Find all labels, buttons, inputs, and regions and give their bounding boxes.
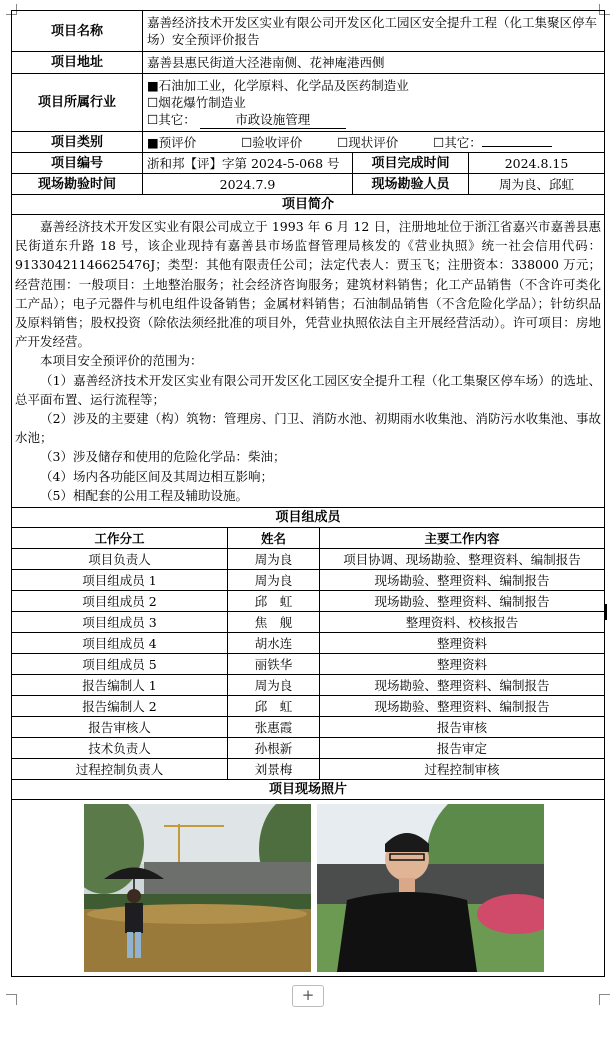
members-header-name: 姓名 <box>228 528 320 549</box>
intro-scope-item: （1）嘉善经济技术开发区实业有限公司开发区化工园区安全提升工程（化工集聚区停车场）的选址、总平面布置、运行流程等； <box>15 372 602 407</box>
project-info-table <box>11 10 605 977</box>
member-role: 项目组成员 1 <box>12 570 228 591</box>
industry-option-other <box>147 111 600 129</box>
member-row <box>12 696 605 717</box>
photos-section-title: 项目现场照片 <box>12 780 605 800</box>
category-option-status: ☐现状评价 <box>337 134 399 150</box>
survey-time-label: 现场勘验时间 <box>12 174 143 195</box>
project-number-value: 浙和邦【评】字第 2024-5-068 号 <box>143 153 353 174</box>
member-role: 项目负责人 <box>12 549 228 570</box>
intro-scope-item: （3）涉及储存和使用的危险化学品：柴油； <box>40 449 286 465</box>
category-option-other: ☐其它： <box>433 134 482 150</box>
site-photo-1 <box>84 804 311 972</box>
member-row <box>12 612 605 633</box>
member-role: 项目组成员 2 <box>12 591 228 612</box>
members-section-title: 项目组成员 <box>12 508 605 528</box>
industry-option-petrochemical: ■石油加工业，化学原料、化学品及医药制造业 <box>147 77 409 93</box>
surveyors-label: 现场勘验人员 <box>353 174 469 195</box>
member-row <box>12 654 605 675</box>
member-role: 报告审核人 <box>12 717 228 738</box>
project-address-label: 项目地址 <box>12 52 143 74</box>
page-corner-mark <box>599 994 610 1005</box>
intro-section-title: 项目简介 <box>12 195 605 215</box>
member-row <box>12 717 605 738</box>
member-work: 现场勘验、整理资料、编制报告 <box>320 591 605 612</box>
member-role: 报告编制人 2 <box>12 696 228 717</box>
member-name: 孙根新 <box>228 738 320 759</box>
industry-option-other-value: 市政设施管理 <box>200 111 346 129</box>
intro-body <box>12 215 605 508</box>
project-address-value: 嘉善县惠民街道大泾港南侧、花神庵港西侧 <box>143 52 605 74</box>
industry-option-fireworks: ☐烟花爆竹制造业 <box>147 94 246 110</box>
member-name: 周为良 <box>228 570 320 591</box>
page-corner-mark <box>6 994 17 1005</box>
member-role: 项目组成员 4 <box>12 633 228 654</box>
project-name-value: 嘉善经济技术开发区实业有限公司开发区化工园区安全提升工程（化工集聚区停车场）安全预评价报告 <box>143 11 605 52</box>
member-work: 过程控制审核 <box>320 759 605 780</box>
member-row <box>12 675 605 696</box>
margin-marker <box>604 604 607 620</box>
project-complete-label: 项目完成时间 <box>353 153 469 174</box>
member-name: 邱 虹 <box>228 696 320 717</box>
member-name: 周为良 <box>228 549 320 570</box>
intro-paragraph: 嘉善经济技术开发区实业有限公司成立于 1993 年 6 月 12 日，注册地址位于浙江省嘉兴市嘉善县惠民街道东升路 18 号，该企业现持有嘉善县市场监督管理局核发的《营业执照》统一社会信用代码：91330421146625476J；类型：其他有限责任公司；法定代表人：贾玉飞；注册资本：338000 万元；经营范围：一般项目：土地整治服务；社会经济咨询服务；建筑材料销售；化工产品销售（不含许可类化工产品）；电子元器件与机电组件设备销售；金属材料销售；石油制品销售（不含危险化学品）；针纺织品及原料销售；股权投资（除依法须经批准的项目外，凭营业执照依法自主开展经营活动）。许可项目：房地产开发经营。 <box>15 219 602 350</box>
project-category-options <box>143 132 605 153</box>
site-photo-2 <box>317 804 544 972</box>
project-category-label: 项目类别 <box>12 132 143 153</box>
member-name: 张惠霞 <box>228 717 320 738</box>
member-work: 现场勘验、整理资料、编制报告 <box>320 675 605 696</box>
member-role: 项目组成员 3 <box>12 612 228 633</box>
intro-scope-heading: 本项目安全预评价的范围为： <box>40 353 203 369</box>
project-name-label: 项目名称 <box>12 11 143 52</box>
category-option-acceptance: ☐验收评价 <box>241 134 303 150</box>
survey-time-value: 2024.7.9 <box>143 174 353 195</box>
member-role: 项目组成员 5 <box>12 654 228 675</box>
member-role: 过程控制负责人 <box>12 759 228 780</box>
add-page-button[interactable]: + <box>292 985 324 1007</box>
member-work: 整理资料 <box>320 654 605 675</box>
project-industry-options <box>143 74 605 132</box>
members-header-work: 主要工作内容 <box>320 528 605 549</box>
member-row <box>12 549 605 570</box>
industry-option-other-prefix: ☐其它： <box>147 111 196 127</box>
surveyors-value: 周为良、邱虹 <box>469 174 605 195</box>
project-info-sheet <box>11 10 604 977</box>
intro-scope-item: （4）场内各功能区间及其周边相互影响； <box>40 468 273 484</box>
member-work: 现场勘验、整理资料、编制报告 <box>320 570 605 591</box>
category-option-pre: ■预评价 <box>147 134 197 150</box>
member-name: 焦 舰 <box>228 612 320 633</box>
intro-scope-item: （5）相配套的公用工程及辅助设施。 <box>40 487 248 503</box>
member-work: 报告审定 <box>320 738 605 759</box>
member-row <box>12 633 605 654</box>
member-name: 周为良 <box>228 675 320 696</box>
member-name: 丽铁华 <box>228 654 320 675</box>
project-number-label: 项目编号 <box>12 153 143 174</box>
project-complete-value: 2024.8.15 <box>469 153 605 174</box>
member-row <box>12 738 605 759</box>
members-header-role: 工作分工 <box>12 528 228 549</box>
member-work: 现场勘验、整理资料、编制报告 <box>320 696 605 717</box>
member-role: 报告编制人 1 <box>12 675 228 696</box>
member-row <box>12 570 605 591</box>
member-row <box>12 759 605 780</box>
member-name: 胡水连 <box>228 633 320 654</box>
member-name: 刘景梅 <box>228 759 320 780</box>
photos-cell <box>12 800 605 977</box>
member-work: 整理资料 <box>320 633 605 654</box>
member-name: 邱 虹 <box>228 591 320 612</box>
member-work: 报告审核 <box>320 717 605 738</box>
intro-scope-item: （2）涉及的主要建（构）筑物：管理房、门卫、消防水池、初期雨水收集池、消防污水收集池、事故水池； <box>15 411 602 446</box>
member-work: 项目协调、现场勘验、整理资料、编制报告 <box>320 549 605 570</box>
category-option-other-blank <box>482 146 552 147</box>
project-industry-label: 项目所属行业 <box>12 74 143 132</box>
member-row <box>12 591 605 612</box>
member-role: 技术负责人 <box>12 738 228 759</box>
member-work: 整理资料、校核报告 <box>320 612 605 633</box>
